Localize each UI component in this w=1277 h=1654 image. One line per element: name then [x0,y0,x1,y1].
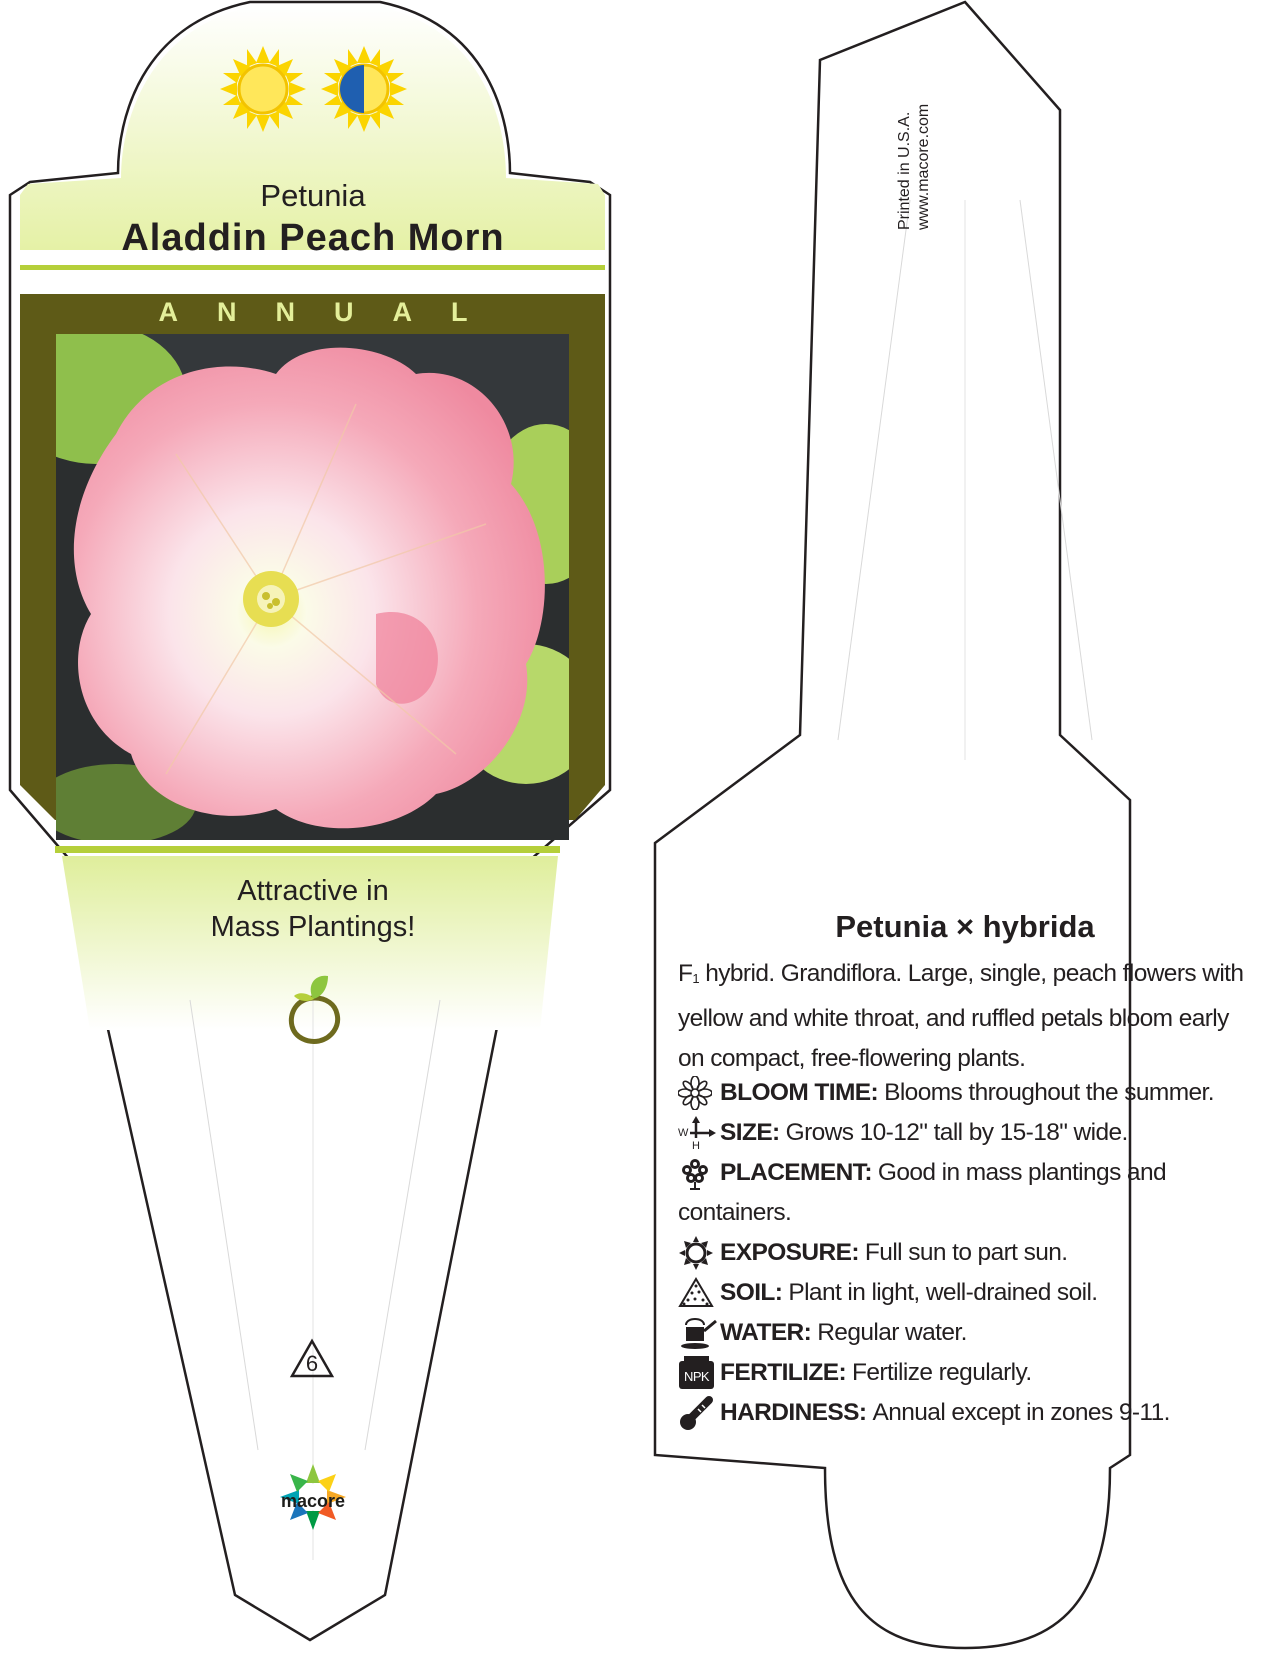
care-text: Annual except in zones 9-11. [872,1399,1170,1426]
description-text: hybrid. Grandiflora. Large, single, peach flowers with yellow and white throat, and ruffled petals bloom early on compact, free-flowering plants. [678,960,1244,1072]
size-h-label: H [692,1140,700,1150]
size-w-label: W [678,1127,688,1139]
care-text: Blooms throughout the summer. [884,1079,1214,1106]
care-label: BLOOM TIME: [720,1079,879,1106]
size-icon [678,1113,720,1153]
npk-icon [678,1353,720,1393]
care-soil [678,1273,1253,1313]
watering-can-icon [678,1313,720,1353]
care-water [678,1313,1253,1353]
print-info [895,104,933,230]
care-hardiness [678,1393,1253,1433]
care-text: Good in mass plantings and containers. [678,1159,1167,1226]
recycle-code: 6 [305,1351,319,1376]
care-text: Full sun to part sun. [864,1239,1068,1266]
description [678,954,1253,1079]
part-sun-icon [319,44,409,134]
care-text: Regular water. [817,1319,967,1346]
care-fertilize [678,1353,1253,1393]
care-text: Grows 10-12" tall by 15-18" wide. [785,1119,1128,1146]
f-subscript: 1 [692,971,700,986]
care-placement [678,1153,1253,1233]
genus-name: Petunia [260,178,366,213]
leaf-logo-icon [286,972,344,1044]
printed-in: Printed in U.S.A. [896,111,913,230]
care-label: SOIL: [720,1279,783,1306]
care-label: SIZE: [720,1119,780,1146]
tagline-line-2: Mass Plantings! [210,911,416,943]
flower-icon [678,1073,720,1113]
soil-icon [678,1273,720,1313]
npk-text: NPK [684,1369,709,1384]
cultivar-name: Aladdin Peach Morn [121,217,505,259]
care-list [678,1073,1253,1433]
placement-icon [678,1153,720,1193]
full-sun-icon [218,44,308,134]
care-label: EXPOSURE: [720,1239,859,1266]
care-label: FERTILIZE: [720,1359,847,1386]
tagline [150,873,476,945]
f-letter: F [678,960,693,987]
species-name: Petunia × hybrida [835,909,1095,944]
care-bloom-time [678,1073,1253,1113]
plant-category: ANNUAL [158,297,507,327]
website: www.macore.com [915,103,932,230]
brand-name: macore [280,1491,346,1511]
care-text: Fertilize regularly. [852,1359,1032,1386]
thermometer-icon [678,1393,720,1433]
flower-photo [56,334,569,840]
care-text: Plant in light, well-drained soil. [788,1279,1098,1306]
sun-outline-icon [678,1233,720,1273]
care-label: WATER: [720,1319,812,1346]
care-exposure [678,1233,1253,1273]
care-label: HARDINESS: [720,1399,867,1426]
care-label: PLACEMENT: [720,1159,872,1186]
care-size [678,1113,1253,1153]
tagline-line-1: Attractive in [237,875,389,907]
